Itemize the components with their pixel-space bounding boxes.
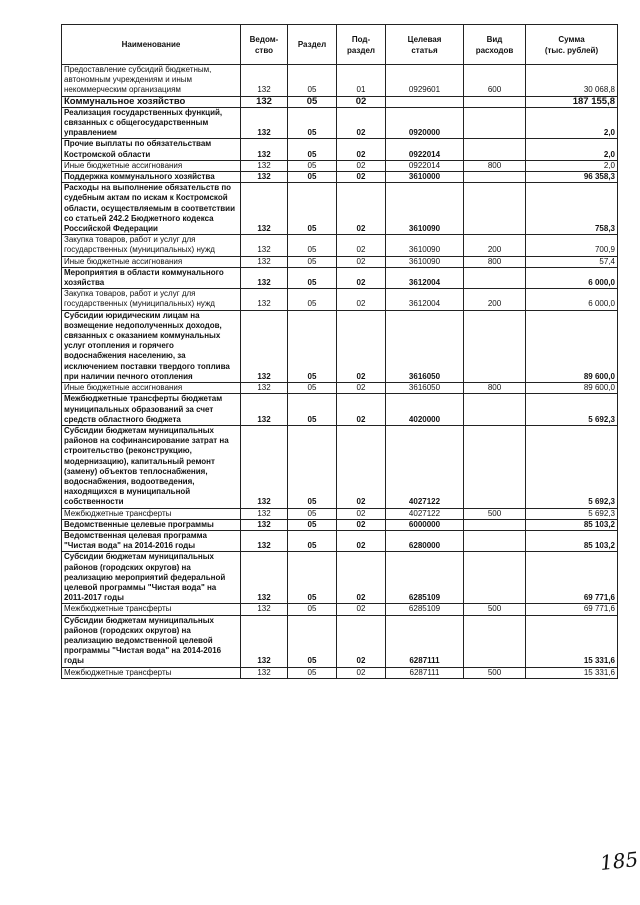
row-section: 05 — [288, 172, 337, 183]
row-subsection: 02 — [337, 667, 386, 678]
row-target-article: 4027122 — [386, 508, 464, 519]
row-expense-type — [464, 519, 526, 530]
row-department: 132 — [241, 519, 288, 530]
row-sum: 57,4 — [526, 256, 618, 267]
row-department: 132 — [241, 425, 288, 508]
row-expense-type: 200 — [464, 235, 526, 256]
row-department: 132 — [241, 267, 288, 288]
budget-table — [61, 24, 618, 679]
table-row — [62, 289, 618, 310]
row-department: 132 — [241, 508, 288, 519]
row-sum: 15 331,6 — [526, 615, 618, 667]
row-section: 05 — [288, 552, 337, 604]
header-row — [62, 25, 618, 65]
row-expense-type — [464, 310, 526, 382]
row-name: Мероприятия в области коммунального хозяйства — [62, 267, 241, 288]
row-name: Межбюджетные трансферты бюджетам муниципальных образований за счет средств областного бюджета — [62, 394, 241, 426]
table-row — [62, 508, 618, 519]
row-sum: 85 103,2 — [526, 530, 618, 551]
row-section: 05 — [288, 267, 337, 288]
row-subsection: 01 — [337, 65, 386, 97]
row-department: 132 — [241, 65, 288, 97]
row-sum: 89 600,0 — [526, 310, 618, 382]
header-subsection: Под- раздел — [337, 25, 386, 65]
row-sum: 15 331,6 — [526, 667, 618, 678]
row-section: 05 — [288, 615, 337, 667]
table-row — [62, 139, 618, 160]
row-target-article: 6285109 — [386, 552, 464, 604]
row-target-article: 4027122 — [386, 425, 464, 508]
row-expense-type — [464, 107, 526, 139]
row-target-article: 3610090 — [386, 183, 464, 235]
row-sum: 758,3 — [526, 183, 618, 235]
row-expense-type — [464, 394, 526, 426]
row-sum: 2,0 — [526, 107, 618, 139]
row-department: 132 — [241, 667, 288, 678]
row-expense-type — [464, 425, 526, 508]
row-department: 132 — [241, 604, 288, 615]
row-sum: 6 000,0 — [526, 289, 618, 310]
row-target-article: 6000000 — [386, 519, 464, 530]
table-row — [62, 183, 618, 235]
row-expense-type: 500 — [464, 604, 526, 615]
row-section: 05 — [288, 96, 337, 107]
row-name: Иные бюджетные ассигнования — [62, 256, 241, 267]
row-target-article: 3616050 — [386, 383, 464, 394]
row-name: Субсидии юридическим лицам на возмещение недополученных доходов, связанных с оказанием коммунальных услуг отопления и горячего водоснабжения населению, за исключением поставки твердого топлива при наличии печного отопления — [62, 310, 241, 382]
table-row — [62, 310, 618, 382]
row-name: Ведомственные целевые программы — [62, 519, 241, 530]
row-name: Расходы на выполнение обязательств по судебным актам по искам к Костромской области, осуществляемым в соответствии со статьей 242.2 Бюджетного кодекса Российской Федерации — [62, 183, 241, 235]
row-expense-type — [464, 172, 526, 183]
row-sum: 6 000,0 — [526, 267, 618, 288]
row-name: Закупка товаров, работ и услуг для государственных (муниципальных) нужд — [62, 289, 241, 310]
row-target-article: 3612004 — [386, 267, 464, 288]
row-name: Поддержка коммунального хозяйства — [62, 172, 241, 183]
row-subsection: 02 — [337, 139, 386, 160]
row-subsection: 02 — [337, 289, 386, 310]
row-name: Реализация государственных функций, связанных с общегосударственным управлением — [62, 107, 241, 139]
row-expense-type — [464, 615, 526, 667]
row-sum: 2,0 — [526, 139, 618, 160]
row-name: Межбюджетные трансферты — [62, 508, 241, 519]
row-target-article: 4020000 — [386, 394, 464, 426]
row-target-article: 0922014 — [386, 160, 464, 171]
table-row — [62, 604, 618, 615]
row-section: 05 — [288, 160, 337, 171]
row-department: 132 — [241, 172, 288, 183]
table-row — [62, 530, 618, 551]
header-department: Ведом- ство — [241, 25, 288, 65]
row-subsection: 02 — [337, 604, 386, 615]
row-name: Межбюджетные трансферты — [62, 667, 241, 678]
row-section: 05 — [288, 107, 337, 139]
row-subsection: 02 — [337, 96, 386, 107]
row-section: 05 — [288, 139, 337, 160]
table-row — [62, 65, 618, 97]
row-subsection: 02 — [337, 425, 386, 508]
row-subsection: 02 — [337, 519, 386, 530]
row-subsection: 02 — [337, 394, 386, 426]
row-target-article — [386, 96, 464, 107]
row-section: 05 — [288, 508, 337, 519]
row-department: 132 — [241, 235, 288, 256]
row-department: 132 — [241, 615, 288, 667]
table-row — [62, 667, 618, 678]
header-sum: Сумма (тыс. рублей) — [526, 25, 618, 65]
row-expense-type — [464, 530, 526, 551]
row-target-article: 3616050 — [386, 310, 464, 382]
row-subsection: 02 — [337, 267, 386, 288]
header-expense-type: Вид расходов — [464, 25, 526, 65]
row-target-article: 0929601 — [386, 65, 464, 97]
row-name: Субсидии бюджетам муниципальных районов (городских округов) на реализацию мероприятий федеральной целевой программы "Чистая вода" на 2011-2017 годы — [62, 552, 241, 604]
table-row — [62, 235, 618, 256]
row-expense-type: 500 — [464, 667, 526, 678]
row-department: 132 — [241, 256, 288, 267]
row-department: 132 — [241, 139, 288, 160]
row-target-article: 3610090 — [386, 256, 464, 267]
row-expense-type: 200 — [464, 289, 526, 310]
header-target-article: Целевая статья — [386, 25, 464, 65]
row-sum: 30 068,8 — [526, 65, 618, 97]
table-row — [62, 552, 618, 604]
row-name: Предоставление субсидий бюджетным, автономным учреждениям и иным некоммерческим организациям — [62, 65, 241, 97]
table-row — [62, 267, 618, 288]
row-department: 132 — [241, 107, 288, 139]
row-section: 05 — [288, 530, 337, 551]
row-subsection: 02 — [337, 552, 386, 604]
row-sum: 5 692,3 — [526, 425, 618, 508]
row-target-article: 3610000 — [386, 172, 464, 183]
row-name: Субсидии бюджетам муниципальных районов (городских округов) на реализацию ведомственной целевой программы "Чистая вода" на 2014-2016 годы — [62, 615, 241, 667]
row-department: 132 — [241, 530, 288, 551]
table-row — [62, 394, 618, 426]
row-subsection: 02 — [337, 107, 386, 139]
row-expense-type — [464, 139, 526, 160]
row-subsection: 02 — [337, 530, 386, 551]
table-row — [62, 425, 618, 508]
row-department: 132 — [241, 160, 288, 171]
row-department: 132 — [241, 552, 288, 604]
row-subsection: 02 — [337, 508, 386, 519]
row-expense-type: 800 — [464, 256, 526, 267]
row-name: Закупка товаров, работ и услуг для государственных (муниципальных) нужд — [62, 235, 241, 256]
row-expense-type: 800 — [464, 383, 526, 394]
table-row — [62, 519, 618, 530]
row-target-article: 3612004 — [386, 289, 464, 310]
row-sum: 96 358,3 — [526, 172, 618, 183]
header-name: Наименование — [62, 25, 241, 65]
row-expense-type — [464, 552, 526, 604]
row-section: 05 — [288, 65, 337, 97]
row-subsection: 02 — [337, 615, 386, 667]
row-target-article: 0922014 — [386, 139, 464, 160]
row-subsection: 02 — [337, 383, 386, 394]
table-row — [62, 383, 618, 394]
row-target-article: 0920000 — [386, 107, 464, 139]
row-department: 132 — [241, 183, 288, 235]
row-name: Иные бюджетные ассигнования — [62, 160, 241, 171]
row-department: 132 — [241, 383, 288, 394]
row-department: 132 — [241, 96, 288, 107]
row-section: 05 — [288, 235, 337, 256]
row-subsection: 02 — [337, 172, 386, 183]
row-expense-type: 600 — [464, 65, 526, 97]
row-department: 132 — [241, 289, 288, 310]
row-name: Коммунальное хозяйство — [62, 96, 241, 107]
header-section: Раздел — [288, 25, 337, 65]
row-expense-type: 800 — [464, 160, 526, 171]
row-expense-type — [464, 96, 526, 107]
row-subsection: 02 — [337, 235, 386, 256]
row-section: 05 — [288, 289, 337, 310]
row-name: Субсидии бюджетам муниципальных районов на софинансирование затрат на строительство (реконструкцию, модернизацию), капитальный ремонт (замену) объектов теплоснабжения, водоснабжения, водоотведения, находящихся в муниципальной собственности — [62, 425, 241, 508]
row-subsection: 02 — [337, 310, 386, 382]
row-subsection: 02 — [337, 256, 386, 267]
table-row — [62, 96, 618, 107]
row-department: 132 — [241, 394, 288, 426]
table-row — [62, 107, 618, 139]
table-row — [62, 615, 618, 667]
row-sum: 69 771,6 — [526, 552, 618, 604]
row-sum: 5 692,3 — [526, 394, 618, 426]
row-section: 05 — [288, 383, 337, 394]
row-subsection: 02 — [337, 183, 386, 235]
row-section: 05 — [288, 667, 337, 678]
row-target-article: 6280000 — [386, 530, 464, 551]
row-sum: 89 600,0 — [526, 383, 618, 394]
table-row — [62, 160, 618, 171]
row-sum: 85 103,2 — [526, 519, 618, 530]
row-sum: 69 771,6 — [526, 604, 618, 615]
row-target-article: 6285109 — [386, 604, 464, 615]
row-sum: 187 155,8 — [526, 96, 618, 107]
row-name: Ведомственная целевая программа "Чистая вода" на 2014-2016 годы — [62, 530, 241, 551]
row-expense-type: 500 — [464, 508, 526, 519]
row-subsection: 02 — [337, 160, 386, 171]
row-section: 05 — [288, 425, 337, 508]
row-section: 05 — [288, 519, 337, 530]
row-target-article: 6287111 — [386, 615, 464, 667]
row-section: 05 — [288, 183, 337, 235]
row-section: 05 — [288, 256, 337, 267]
row-sum: 5 692,3 — [526, 508, 618, 519]
row-target-article: 6287111 — [386, 667, 464, 678]
row-sum: 2,0 — [526, 160, 618, 171]
row-name: Межбюджетные трансферты — [62, 604, 241, 615]
row-expense-type — [464, 267, 526, 288]
row-section: 05 — [288, 394, 337, 426]
row-department: 132 — [241, 310, 288, 382]
row-name: Иные бюджетные ассигнования — [62, 383, 241, 394]
row-target-article: 3610090 — [386, 235, 464, 256]
table-row — [62, 172, 618, 183]
row-section: 05 — [288, 310, 337, 382]
row-expense-type — [464, 183, 526, 235]
page-number: 185 — [598, 847, 640, 875]
row-section: 05 — [288, 604, 337, 615]
row-sum: 700,9 — [526, 235, 618, 256]
table-row — [62, 256, 618, 267]
row-name: Прочие выплаты по обязательствам Костромской области — [62, 139, 241, 160]
